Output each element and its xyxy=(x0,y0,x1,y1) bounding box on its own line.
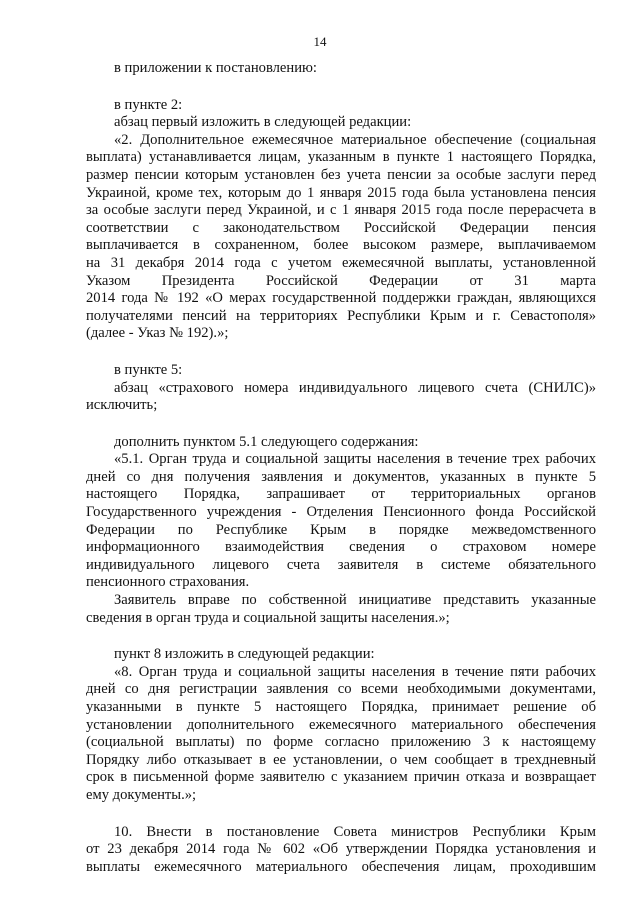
text-line: Указом Президента Российской Федерации от 31 марта xyxy=(86,272,596,289)
paragraph xyxy=(86,60,596,78)
text-line: «2. Дополнительное ежемесячное материальное обеспечение (социальная xyxy=(114,131,596,148)
paragraph xyxy=(86,362,596,415)
text-line: 2014 года № 192 «О мерах государственной поддержки граждан, являющихся xyxy=(86,290,596,307)
text-line: индивидуального лицевого счета заявителя в системе обязательного xyxy=(86,556,596,573)
text-line: Украиной, кроме тех, которым до 1 января 2015 года была установлена пенсия xyxy=(86,184,596,201)
text-line: дополнить пунктом 5.1 следующего содержания: xyxy=(114,433,419,450)
paragraph-gap xyxy=(86,343,596,362)
text-line: дней со дня получения заявления и документов, указанных в пункте 5 xyxy=(86,468,596,485)
paragraph-gap xyxy=(86,805,596,824)
paragraph-gap xyxy=(86,627,596,646)
text-line: абзац первый изложить в следующей редакции: xyxy=(114,114,412,131)
text-line: «5.1. Орган труда и социальной защиты населения в течение трех рабочих xyxy=(114,451,596,468)
text-line: Порядку либо отказывает в ее установлении, о чем сообщает в трехдневный xyxy=(86,751,596,768)
text-line: размер пенсии которым установлен без учета пенсии за особые заслуги перед xyxy=(86,166,596,183)
text-line: в пункте 5: xyxy=(114,361,183,378)
paragraph xyxy=(86,824,596,877)
text-line: ему документы.»; xyxy=(86,786,197,803)
text-line: (социальной выплаты) по форме согласно приложению 3 к настоящему xyxy=(86,734,596,751)
text-line: выплаты ежемесячного материального обеспечения лицам, проходившим xyxy=(86,858,596,875)
text-line: выплачивается в сохраненном, более высоком размере, выплачиваемом xyxy=(86,237,596,254)
text-line: выплата) устанавливается лицам, указанным в пункте 1 настоящего Порядка, xyxy=(86,149,596,166)
text-line: в пункте 2: xyxy=(114,96,183,113)
text-line: сведения в орган труда и социальной защиты населения.»; xyxy=(86,609,450,626)
text-line: в приложении к постановлению: xyxy=(114,60,317,76)
text-line: (далее - Указ № 192).»; xyxy=(86,325,229,342)
text-line: установлении дополнительного ежемесячного материального обеспечения xyxy=(86,716,596,733)
paragraph xyxy=(86,97,596,343)
text-line: срок в письменной форме заявителю с указанием причин отказа и возвращает xyxy=(86,769,596,786)
text-line: пенсионного страхования. xyxy=(86,574,250,591)
text-line: 10. Внести в постановление Совета министров Республики Крым xyxy=(114,823,596,840)
text-line: получателями пенсий на территориях Республики Крым и г. Севастополя» xyxy=(86,307,596,324)
page-number: 14 xyxy=(313,34,327,49)
text-line: за особые заслуги перед Украиной, и с 1 января 2015 года после перерасчета в xyxy=(86,202,596,219)
text-line: Государственного учреждения - Отделения Пенсионного фонда Российской xyxy=(86,504,596,521)
text-line: настоящего Порядка, запрашивает от территориальных органов xyxy=(86,486,596,503)
text-line: от 23 декабря 2014 года № 602 «Об утверждении Порядка установления и xyxy=(86,841,596,858)
text-line: дней со дня регистрации заявления со всеми необходимыми документами, xyxy=(86,681,596,698)
text-line: соответствии с законодательством Российской Федерации пенсия xyxy=(86,219,596,236)
document-body xyxy=(86,60,596,876)
text-line: пункт 8 изложить в следующей редакции: xyxy=(114,646,375,663)
text-line: абзац «страхового номера индивидуального лицевого счета (СНИЛС)» xyxy=(114,379,596,396)
text-line: Заявитель вправе по собственной инициативе представить указанные xyxy=(114,592,596,609)
text-line: указанными в пункте 5 настоящего Порядка, принимает решение об xyxy=(86,699,596,715)
paragraph xyxy=(86,434,596,628)
paragraph-gap xyxy=(86,78,596,97)
text-line: «8. Орган труда и социальной защиты населения в течение пяти рабочих xyxy=(114,663,596,680)
text-line: на 31 декабря 2014 года с учетом ежемесячной выплаты, установленной xyxy=(86,254,596,271)
text-line: информационного взаимодействия сведения о страховом номере xyxy=(86,539,596,556)
paragraph-gap xyxy=(86,415,596,434)
paragraph xyxy=(86,646,596,804)
text-line: исключить; xyxy=(86,397,158,414)
text-line: Федерации по Республике Крым в порядке межведомственного xyxy=(86,521,596,538)
